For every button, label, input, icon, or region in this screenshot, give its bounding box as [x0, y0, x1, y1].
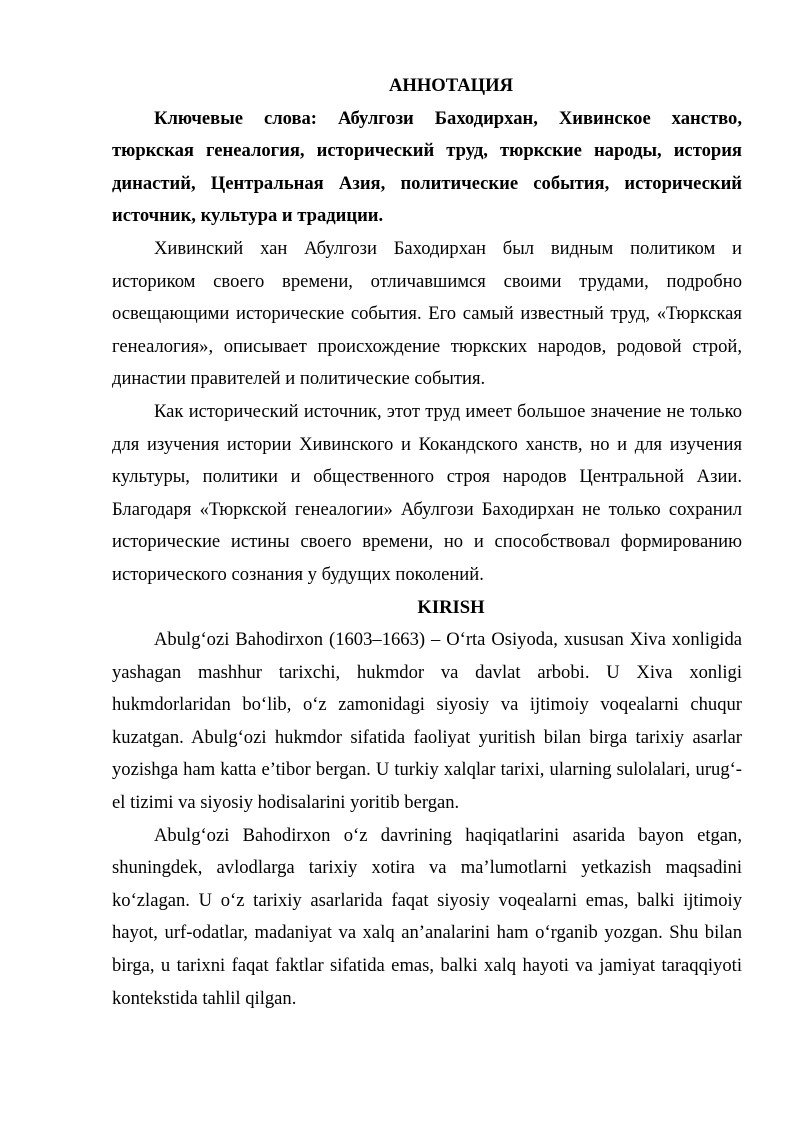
intro-paragraph-1: Abulgʻozi Bahodirxon (1603–1663) – Oʻrta Osiyoda, xususan Xiva xonligida yashagan mashhur tarixchi, hukmdor va davlat arbobi. U Xiva xonligi hukmdorlaridan boʻlib, oʻz zamonidagi siyosiy va ijtimoiy voqealarni chuqur kuzatgan. Abulgʻozi hukmdor sifatida faoliyat yuritish bilan birga tarixiy asarlar yozishga ham katta e’tibor bergan. U turkiy xalqlar tarixi, ularning sulolalari, urugʻ-el tizimi va siyosiy hodisalarini yoritib bergan. [112, 629, 742, 814]
keywords-paragraph: Ключевые слова: Абулгози Баходирхан, Хивинское ханство, тюркская генеалогия, исторический труд, тюркские народы, история династий, Центральная Азия, политические события, исторический источник, культура и традиции. [112, 107, 742, 227]
intro-paragraph-2: Abulgʻozi Bahodirxon oʻz davrining haqiqatlarini asarida bayon etgan, shuningdek, avlodlarga tarixiy xotira va ma’lumotlarni yetkazish maqsadini koʻzlagan. U oʻz tarixiy asarlarida faqat siyosiy voqealarni emas, balki ijtimoiy hayot, urf-odatlar, madaniyat va xalq an’analarini ham oʻrganib yozgan. Shu bilan birga, u tarixni faqat faktlar sifatida emas, balki xalq hayoti va jamiyat taraqqiyoti kontekstida tahlil qilgan. [112, 824, 742, 1009]
intro-heading: KIRISH [417, 596, 485, 618]
annotation-paragraph-2: Как исторический источник, этот труд имеет большое значение не только для изучения истории Хивинского и Кокандского ханств, но и для изучения культуры, политики и общественного строя народов Центральной Азии. Благодаря «Тюркской генеалогии» Абулгози Баходирхан не только сохранил исторические истины своего времени, но и способствовал формированию исторического сознания у будущих поколений. [112, 400, 742, 585]
document-page [112, 70, 742, 1015]
annotation-paragraph-1: Хивинский хан Абулгози Баходирхан был видным политиком и историком своего времени, отличавшимся своими трудами, подробно освещающими исторические события. Его самый известный труд, «Тюркская генеалогия», описывает происхождение тюркских народов, родовой строй, династии правителей и политические события. [112, 237, 742, 390]
annotation-heading: АННОТАЦИЯ [388, 75, 514, 96]
